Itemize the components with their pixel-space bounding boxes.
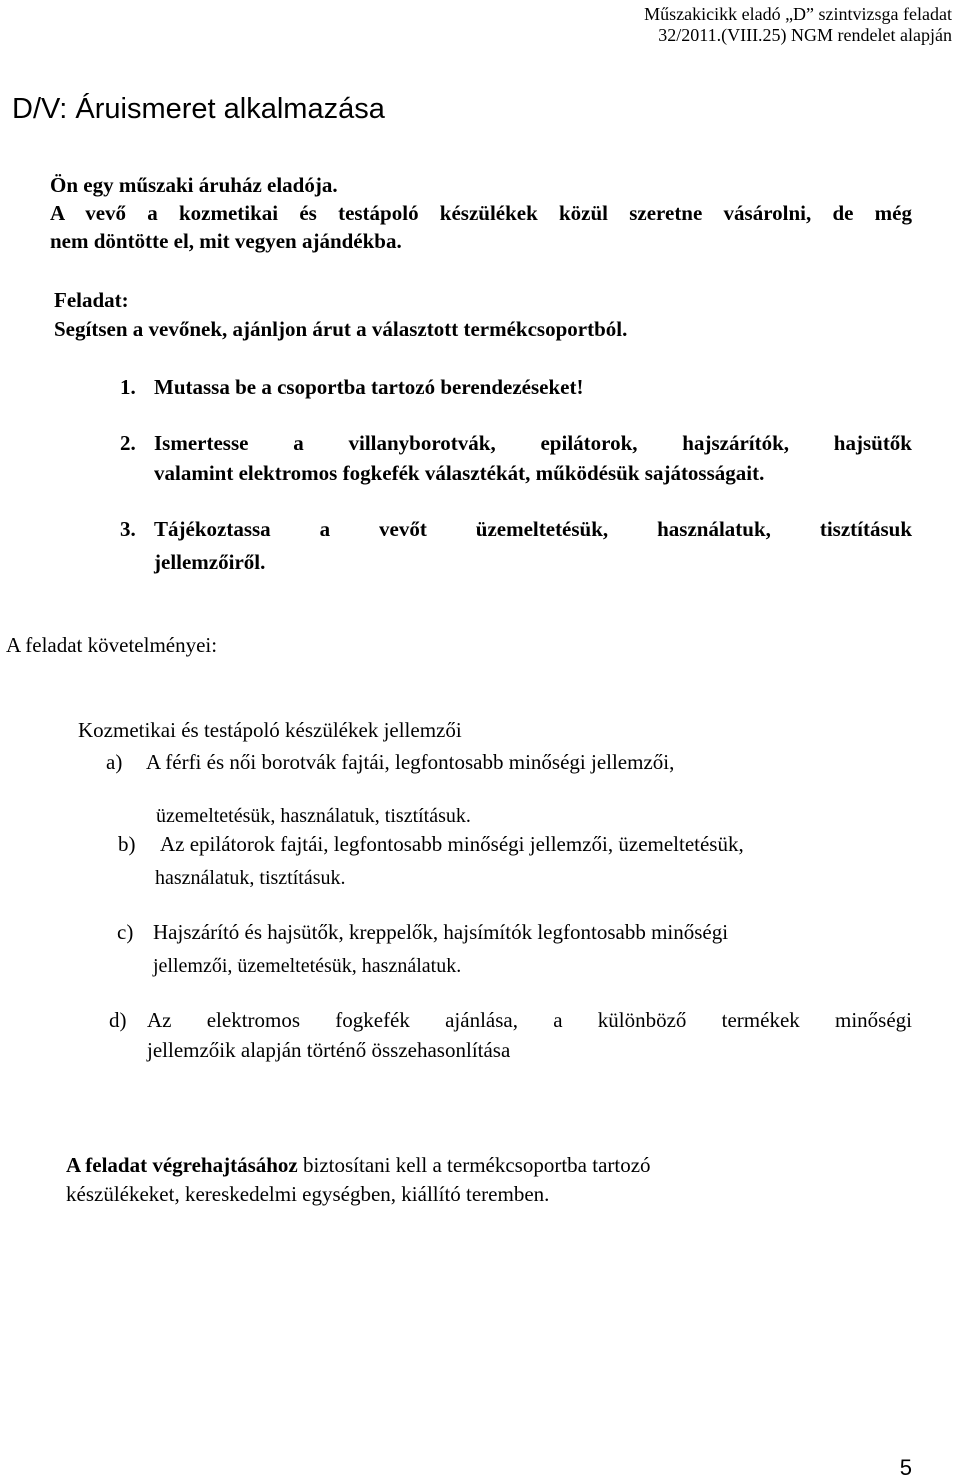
execution-line-2: készülékeket, kereskedelmi egységben, kiállító teremben. [66,1182,550,1206]
requirements-heading: A feladat követelményei: [6,633,218,657]
task-item-text: jellemzőiről. [154,550,266,574]
execution-rest: biztosítani kell a termékcsoportba tartozó [297,1153,651,1177]
intro-line-2: A vevő a kozmetikai és testápoló készülékek közül szeretne vásárolni, de még [50,201,912,225]
page-title: D/V: Áruismeret alkalmazása [12,93,385,125]
task-item-number: 2. [120,431,136,455]
requirement-text: jellemzőik alapján történő összehasonlítása [147,1038,511,1062]
intro-line-1: Ön egy műszaki áruház eladója. [50,173,338,197]
execution-bold: A feladat végrehajtásához [66,1153,298,1177]
requirement-letter: c) [117,920,134,944]
header-line-1: Műszakicikk eladó „D” szintvizsga feladat [644,4,952,24]
task-label: Feladat: [54,288,129,312]
requirement-text: üzemeltetésük, használatuk, tisztításuk. [156,805,471,827]
task-item-text: Ismertesse a villanyborotvák, epilátorok, hajszárítók, hajsütők [154,431,912,455]
task-item-text: Tájékoztassa a vevőt üzemeltetésük, használatuk, tisztításuk [154,517,912,541]
task-item-text: Mutassa be a csoportba tartozó berendezéseket! [154,375,584,399]
requirements-subheading: Kozmetikai és testápoló készülékek jellemzői [78,718,462,742]
task-item-number: 3. [120,517,136,541]
task-text: Segítsen a vevőnek, ajánljon árut a választott termékcsoportból. [54,317,628,341]
intro-line-3: nem döntötte el, mit vegyen ajándékba. [50,229,402,253]
page-number: 5 [899,1455,912,1480]
requirement-text: A férfi és női borotvák fajtái, legfontosabb minőségi jellemzői, [146,750,675,774]
requirement-letter: a) [106,750,123,774]
requirement-letter: d) [109,1008,127,1032]
task-item-number: 1. [120,375,136,399]
task-item-text: valamint elektromos fogkefék választékát, működésük sajátosságait. [154,461,765,485]
requirement-text: használatuk, tisztításuk. [155,867,346,889]
requirement-text: Az elektromos fogkefék ajánlása, a különböző termékek minőségi [147,1008,912,1032]
header-line-2: 32/2011.(VIII.25) NGM rendelet alapján [658,25,952,45]
requirement-letter: b) [118,832,136,856]
requirement-text: Az epilátorok fajtái, legfontosabb minőségi jellemzői, üzemeltetésük, [160,832,744,856]
requirement-text: jellemzői, üzemeltetésük, használatuk. [153,955,462,977]
execution-line-1 [66,1153,651,1178]
requirement-text: Hajszárító és hajsütők, kreppelők, hajsímítók legfontosabb minőségi [153,920,729,944]
